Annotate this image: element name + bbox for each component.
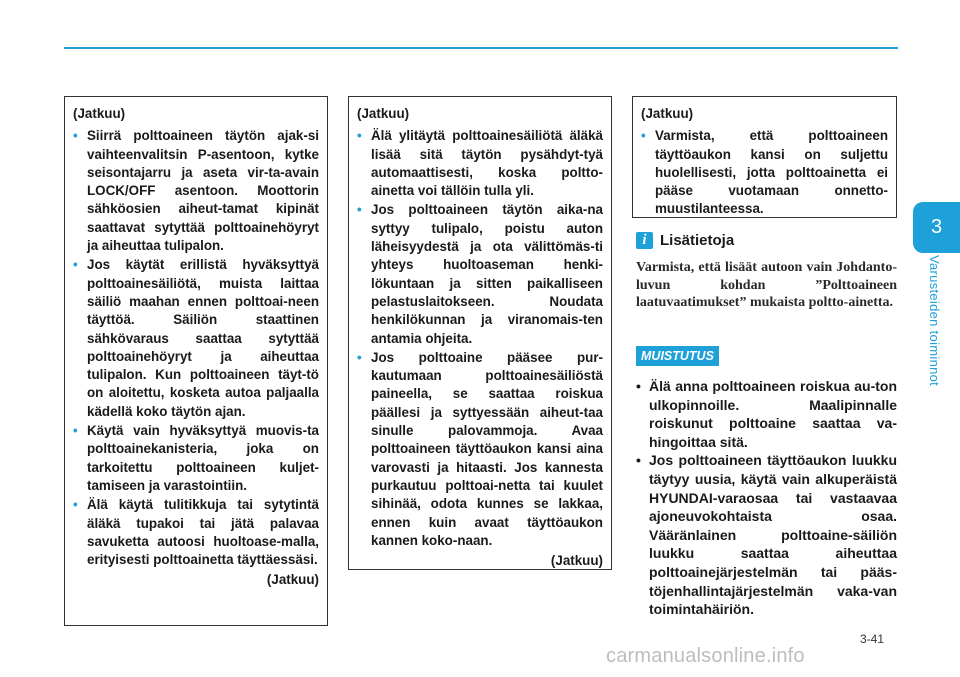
info-text: Varmista, että lisäät autoon vain Johdanto-luvun kohdan ”Polttoaineen laatuvaatimukset” mukaista poltto-ainetta.: [636, 260, 897, 310]
bullet-icon: •: [73, 128, 78, 144]
chapter-tab: [913, 202, 960, 253]
bullet-icon: •: [357, 202, 362, 218]
warning-item: [357, 349, 603, 550]
bullet-icon: •: [357, 349, 362, 365]
warning-item-text: Jos käytät erillistä hyväksyttyä polttoainesäiliötä, muista laittaa säiliö maahan ennen polttoai-neen täyttöä. Säiliön staattinen sähkövaraus saattaa sytyttää polttoainehöyryt ja aiheuttaa tulipalon. Kun polttoaineen täyt-tö on aloitettu, kosketa autoa paljaalla kädellä koko täytön ajan.: [87, 257, 319, 419]
notice-item-text: Älä anna polttoaineen roiskua au-ton ulkopinnoille. Maalipinnalle roiskunut polttoaine saattaa va-hingoittaa sitä.: [649, 378, 897, 450]
bullet-icon: •: [73, 257, 78, 273]
warning-box-continued-1: [64, 96, 328, 626]
warning-box-continued-2: [348, 96, 612, 570]
warning-item: [357, 201, 603, 347]
notice-item: [636, 451, 897, 618]
info-heading: [636, 232, 734, 249]
notice-item-text: Jos polttoaineen täyttöaukon luukku täytyy uusia, käytä vain alkuperäistä HYUNDAI-varaosaa tai vastaavaa ajoneuvokohtaista osaa. Vääränlainen polttoaine-säiliön luukku saattaa aiheuttaa polttoainejärjestelmän tai pääs-töjenhallintajärjestelmän vaka-van toimintahäiriön.: [649, 452, 897, 618]
warning-item-text: Älä käytä tulitikkuja tai sytytintä äläkä tupakoi tai jätä palavaa savuketta autoosi huoltoase-malla, erityisesti polttoainetta täyttäessäsi.: [87, 497, 319, 568]
warning-item: [641, 127, 888, 218]
bullet-icon: •: [73, 497, 78, 513]
warning-item-text: Varmista, että polttoaineen täyttöaukon kansi on suljettu huolellisesti, jotta polttoainetta ei pääse vuotamaan onnetto-muustilanteessa.: [655, 128, 888, 217]
continued-label: (Jatkuu): [357, 106, 410, 121]
bullet-icon: •: [636, 378, 641, 394]
bullet-icon: •: [636, 452, 641, 469]
continues-label: (Jatkuu): [550, 553, 603, 569]
warning-item-text: Jos polttoaine pääsee pur-kautumaan polttoainesäiliöstä paineella, se saattaa roiskua päällesi ja syttyessään aiheut-taa sinulle palovammoja. Avaa polttoaineen täyttöaukon kansi aina varovasti ja hitaasti. Jos kannesta purkautuu polttoai-netta tai kuulet sihinää, odota kunnes se lakkaa, ennen kuin avaat täyttöaukon kannen koko-naan.: [371, 349, 603, 548]
notice-badge: MUISTUTUS: [636, 346, 719, 366]
warning-item: [73, 127, 319, 255]
watermark: carmanualsonline.info: [606, 645, 805, 667]
page-number: 3-41: [860, 632, 885, 646]
info-title: Lisätietoja: [660, 232, 735, 249]
warning-item-text: Jos polttoaineen täytön aika-na syttyy tulipalo, poistu auton läheisyydestä ja ota välittömäs-ti yhteys huoltoaseman henki-lökuntaan ja sitten paikalliseen pelastuslaitokseen. Noudata henkilökunnan ja viranomais-ten antamia ohjeita.: [371, 202, 603, 346]
chapter-title: Varusteiden toiminnot: [927, 255, 942, 387]
warning-item: [357, 127, 603, 200]
continues-label: (Jatkuu): [266, 572, 319, 588]
notice-list: [636, 377, 897, 619]
chapter-number: 3: [930, 216, 943, 238]
warning-item-text: Siirrä polttoaineen täytön ajak-si vaihteenvalitsin P-asentoon, kytke seisontajarru ja aseta vir-ta-avain LOCK/OFF asentoon. Moottorin sähköosien aiheut-tamat kipinät saattavat sytyttää polttoainehöyryt ja aiheuttaa tulipalon.: [87, 128, 319, 254]
info-icon: i: [636, 232, 653, 249]
warning-item-text: Käytä vain hyväksyttyä muovis-ta polttoainekanisteria, joka on tarkoitettu polttoaineen kuljet-tamiseen ja varastointiin.: [87, 423, 319, 493]
bullet-icon: •: [641, 128, 646, 144]
warning-box-continued-3: [632, 96, 897, 218]
warning-item-text: Älä ylitäytä polttoainesäiliötä äläkä lisää sitä täytön pysähdyt-tyä automaattisesti, koska poltto-ainetta voi tällöin tulla yli.: [371, 128, 603, 199]
top-rule: [64, 47, 898, 49]
warning-item: [73, 256, 319, 421]
warning-item: [73, 422, 319, 495]
continued-label: (Jatkuu): [73, 106, 126, 121]
bullet-icon: •: [357, 128, 362, 144]
notice-item: [636, 377, 897, 451]
warning-item: [73, 496, 319, 569]
continued-label: (Jatkuu): [641, 106, 694, 121]
bullet-icon: •: [73, 423, 78, 439]
